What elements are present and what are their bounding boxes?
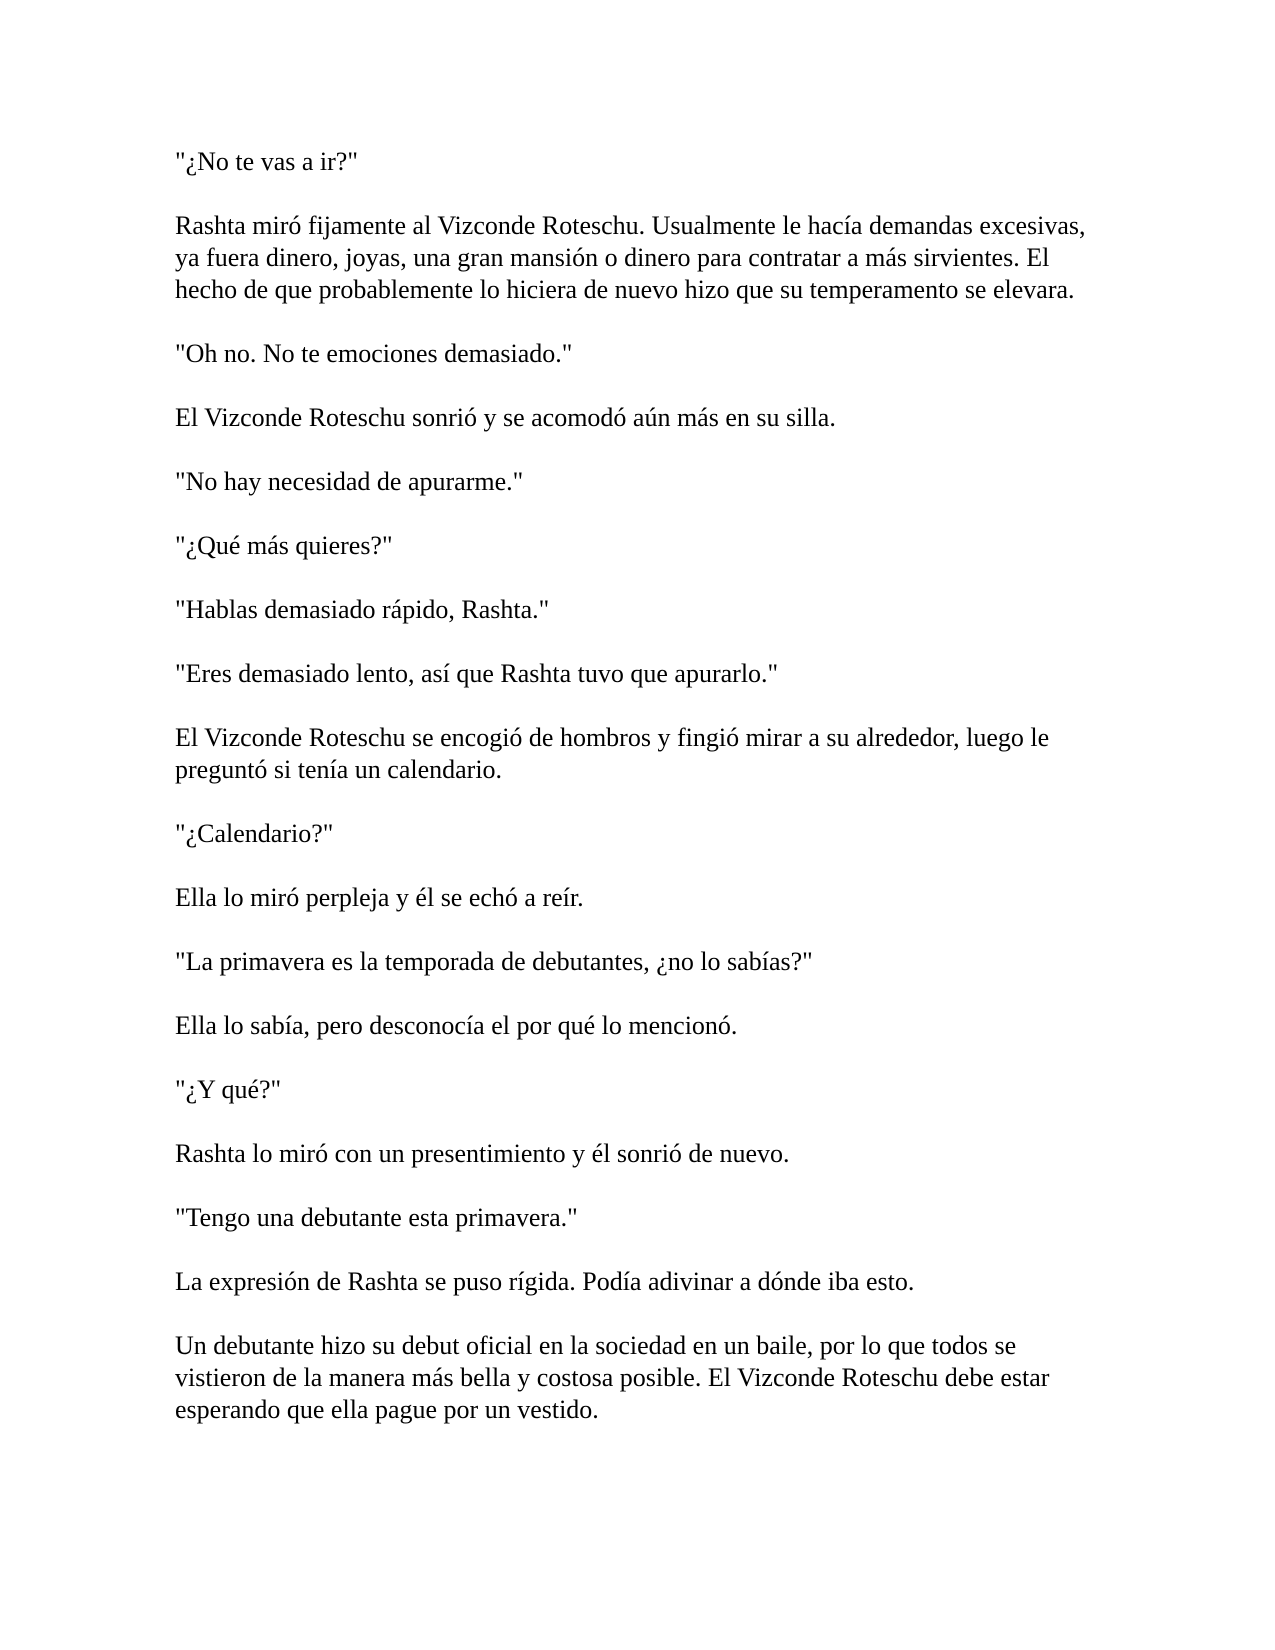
paragraph: El Vizconde Roteschu sonrió y se acomodó aún más en su silla.: [175, 403, 836, 432]
paragraph: "Eres demasiado lento, así que Rashta tuvo que apurarlo.": [175, 659, 779, 688]
paragraph: Ella lo miró perpleja y él se echó a reír.: [175, 883, 584, 912]
paragraph: Rashta miró fijamente al Vizconde Roteschu. Usualmente le hacía demandas excesivas, ya fuera dinero, joyas, una gran mansión o dinero para contratar a más sirvientes. El hecho de que probablemente lo hiciera de nuevo hizo que su temperamento se elevara.: [175, 211, 1086, 304]
paragraph: La expresión de Rashta se puso rígida. Podía adivinar a dónde iba esto.: [175, 1267, 915, 1296]
paragraph: "Tengo una debutante esta primavera.": [175, 1203, 578, 1232]
paragraph: Ella lo sabía, pero desconocía el por qué lo mencionó.: [175, 1011, 738, 1040]
paragraph: "Hablas demasiado rápido, Rashta.": [175, 595, 550, 624]
paragraph: "¿Calendario?": [175, 819, 334, 848]
paragraph: Un debutante hizo su debut oficial en la sociedad en un baile, por lo que todos se vistieron de la manera más bella y costosa posible. El Vizconde Roteschu debe estar esperando que ella pague por un vestido.: [175, 1331, 1050, 1424]
paragraph: El Vizconde Roteschu se encogió de hombros y fingió mirar a su alrededor, luego le preguntó si tenía un calendario.: [175, 723, 1050, 784]
paragraph: Rashta lo miró con un presentimiento y él sonrió de nuevo.: [175, 1139, 790, 1168]
paragraph: "No hay necesidad de apurarme.": [175, 467, 524, 496]
paragraph: "La primavera es la temporada de debutantes, ¿no lo sabías?": [175, 947, 813, 976]
document-body: [175, 146, 1095, 1458]
paragraph: "¿Qué más quieres?": [175, 531, 393, 560]
paragraph: "Oh no. No te emociones demasiado.": [175, 339, 573, 368]
paragraph: "¿No te vas a ir?": [175, 147, 358, 176]
paragraph: "¿Y qué?": [175, 1075, 282, 1104]
